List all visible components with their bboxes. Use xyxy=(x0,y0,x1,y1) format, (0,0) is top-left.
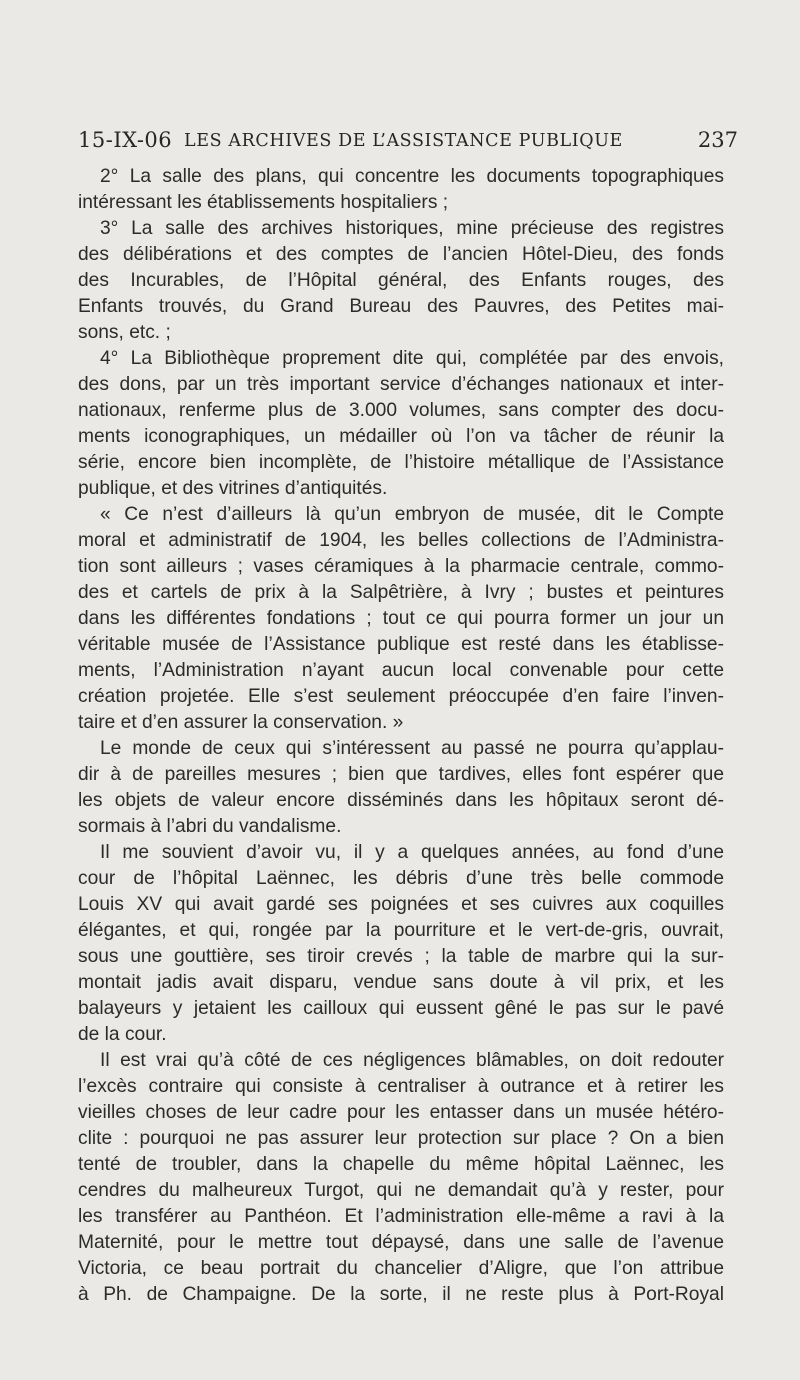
text-line: clite : pourquoi ne pas assurer leur protection sur place ? On a bien xyxy=(78,1128,724,1149)
text-line: 2° La salle des plans, qui concentre les documents topographiques xyxy=(100,166,724,187)
text-line: création projetée. Elle s’est seulement préoccupée d’en faire l’inven- xyxy=(78,686,724,707)
header-title: LES ARCHIVES DE L’ASSISTANCE PUBLIQUE xyxy=(184,131,623,151)
text-line: dir à de pareilles mesures ; bien que tardives, elles font espérer que xyxy=(78,764,724,785)
text-line: ments, l’Administration n’ayant aucun local convenable pour cette xyxy=(78,660,724,681)
text-line: dans les différentes fondations ; tout ce qui pourra former un jour un xyxy=(78,608,724,629)
text-line: publique, et des vitrines d’antiquités. xyxy=(78,478,388,499)
text-line: des dons, par un très important service d’échanges nationaux et inter- xyxy=(78,374,724,395)
text-line: à Ph. de Champaigne. De la sorte, il ne reste plus à Port-Royal xyxy=(78,1284,724,1305)
text-line: des Incurables, de l’Hôpital général, des Enfants rouges, des xyxy=(78,270,724,291)
text-line: tenté de troubler, dans la chapelle du même hôpital Laënnec, les xyxy=(78,1154,724,1175)
text-line: de la cour. xyxy=(78,1024,167,1045)
text-line: balayeurs y jetaient les cailloux qui eussent gêné le pas sur le pavé xyxy=(78,998,724,1019)
text-line: taire et d’en assurer la conservation. » xyxy=(78,712,404,733)
text-line: ments iconographiques, un médailler où l’on va tâcher de réunir la xyxy=(78,426,724,447)
header-date: 15-IX-06 xyxy=(78,128,173,152)
text-line: 3° La salle des archives historiques, mine précieuse des registres xyxy=(100,218,724,239)
text-line: les objets de valeur encore disséminés dans les hôpitaux seront dé- xyxy=(78,790,724,811)
text-line: Louis XV qui avait gardé ses poignées et ses cuivres aux coquilles xyxy=(78,894,724,915)
text-line: montait jadis avait disparu, vendue sans doute à vil prix, et les xyxy=(78,972,724,993)
text-line: moral et administratif de 1904, les belles collections de l’Administra- xyxy=(78,530,724,551)
text-line: l’excès contraire qui consiste à centraliser à outrance et à retirer les xyxy=(78,1076,724,1097)
text-line: Maternité, pour le mettre tout dépaysé, dans une salle de l’avenue xyxy=(78,1232,724,1253)
text-line: sous une gouttière, ses tiroir crevés ; la table de marbre qui la sur- xyxy=(78,946,724,967)
text-line: les transférer au Panthéon. Et l’administration elle-même a ravi à la xyxy=(78,1206,724,1227)
text-line: cour de l’hôpital Laënnec, les débris d’une très belle commode xyxy=(78,868,724,889)
text-line: Il me souvient d’avoir vu, il y a quelques années, au fond d’une xyxy=(100,842,724,863)
text-line: des délibérations et des comptes de l’ancien Hôtel-Dieu, des fonds xyxy=(78,244,724,265)
text-line: nationaux, renferme plus de 3.000 volumes, sans compter des docu- xyxy=(78,400,724,421)
text-line: tion sont ailleurs ; vases céramiques à la pharmacie centrale, commo- xyxy=(78,556,724,577)
text-line: véritable musée de l’Assistance publique est resté dans les établisse- xyxy=(78,634,724,655)
text-line: vieilles choses de leur cadre pour les entasser dans un musée hétéro- xyxy=(78,1102,724,1123)
body-text xyxy=(78,164,724,1308)
text-line: Enfants trouvés, du Grand Bureau des Pauvres, des Petites mai- xyxy=(78,296,724,317)
text-line: 4° La Bibliothèque proprement dite qui, complétée par des envois, xyxy=(100,348,724,369)
running-header xyxy=(78,128,738,164)
text-line: série, encore bien incomplète, de l’histoire métallique de l’Assistance xyxy=(78,452,724,473)
text-line: Il est vrai qu’à côté de ces négligences blâmables, on doit redouter xyxy=(100,1050,724,1071)
text-line: sons, etc. ; xyxy=(78,322,171,343)
text-line: Victoria, ce beau portrait du chancelier d’Aligre, que l’on attribue xyxy=(78,1258,724,1279)
page-number: 237 xyxy=(697,128,738,152)
text-line: des et cartels de prix à la Salpêtrière, à Ivry ; bustes et peintures xyxy=(78,582,724,603)
text-line: Le monde de ceux qui s’intéressent au passé ne pourra qu’applau- xyxy=(100,738,724,759)
text-line: sormais à l’abri du vandalisme. xyxy=(78,816,342,837)
text-line: cendres du malheureux Turgot, qui ne demandait qu’à y rester, pour xyxy=(78,1180,724,1201)
text-line: « Ce n’est d’ailleurs là qu’un embryon de musée, dit le Compte xyxy=(100,504,724,525)
text-line: élégantes, et qui, rongée par la pourriture et le vert-de-gris, ouvrait, xyxy=(78,920,724,941)
text-line: intéressant les établissements hospitaliers ; xyxy=(78,192,449,213)
